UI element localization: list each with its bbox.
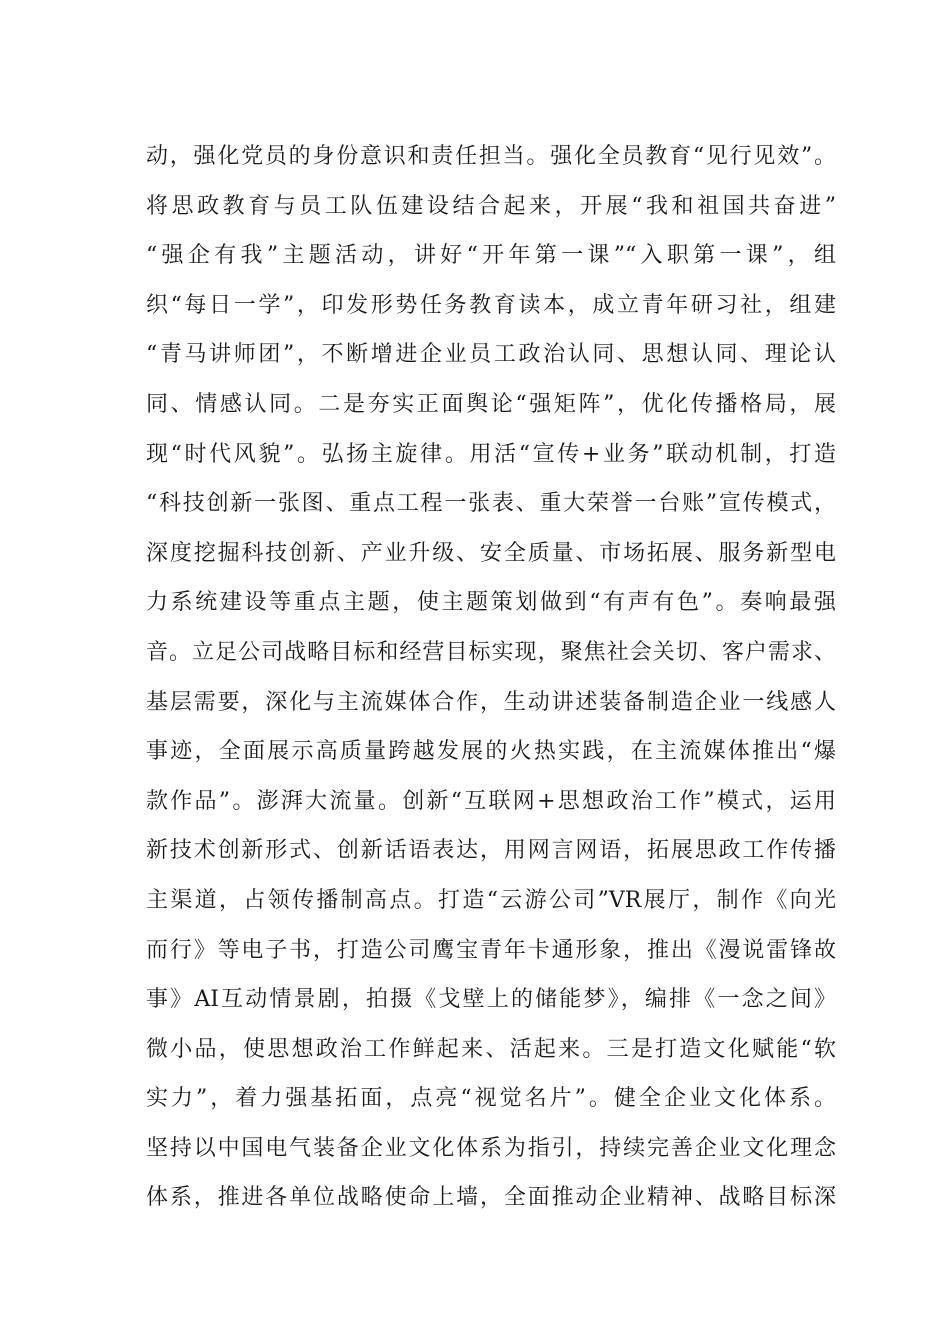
text-line: 事》AI互动情景剧，拍摄《戈壁上的储能梦》，编排《一念之间》 bbox=[146, 987, 836, 1013]
text-line: 实力”，着力强基拓面，点亮“视觉名片”。健全企业文化体系。 bbox=[146, 1086, 836, 1112]
text-line: 动，强化党员的身份意识和责任担当。强化全员教育“见行见效”。 bbox=[146, 144, 836, 169]
text-line: 新技术创新形式、创新话语表达，用网言网语，拓展思政工作传播 bbox=[146, 838, 836, 864]
text-line: 织“每日一学”，印发形势任务教育读本，成立青年研习社，组建 bbox=[146, 292, 836, 318]
text-line: 力系统建设等重点主题，使主题策划做到“有声有色”。奏响最强 bbox=[146, 590, 836, 616]
text-line: 现“时代风貌”。弘扬主旋律。用活“宣传+业务”联动机制，打造 bbox=[146, 441, 836, 467]
text-line: 而行》等电子书，打造公司鹰宝青年卡通形象，推出《漫说雷锋故 bbox=[146, 937, 836, 963]
text-line: 将思政教育与员工队伍建设结合起来，开展“我和祖国共奋进” bbox=[146, 193, 836, 219]
text-line: 体系，推进各单位战略使命上墙，全面推动企业精神、战略目标深 bbox=[146, 1185, 836, 1211]
text-line: 事迹，全面展示高质量跨越发展的火热实践，在主流媒体推出“爆 bbox=[146, 739, 836, 765]
text-line: 主渠道，占领传播制高点。打造“云游公司”VR展厅，制作《向光 bbox=[146, 887, 836, 913]
text-line: 音。立足公司战略目标和经营目标实现，聚焦社会关切、客户需求、 bbox=[146, 639, 836, 665]
text-line: 同、情感认同。二是夯实正面舆论“强矩阵”，优化传播格局，展 bbox=[146, 391, 836, 417]
text-line: 微小品，使思想政治工作鲜起来、活起来。三是打造文化赋能“软 bbox=[146, 1036, 836, 1062]
text-line: 基层需要，深化与主流媒体合作，生动讲述装备制造企业一线感人 bbox=[146, 689, 836, 715]
text-line: “强企有我”主题活动，讲好“开年第一课”“入职第一课”，组 bbox=[146, 243, 836, 269]
text-line: 款作品”。澎湃大流量。创新“互联网+思想政治工作”模式，运用 bbox=[146, 788, 836, 814]
body-text bbox=[146, 132, 836, 1223]
text-line: “青马讲师团”，不断增进企业员工政治认同、思想认同、理论认 bbox=[146, 342, 836, 368]
text-line: 深度挖掘科技创新、产业升级、安全质量、市场拓展、服务新型电 bbox=[146, 540, 836, 566]
text-line: 坚持以中国电气装备企业文化体系为指引，持续完善企业文化理念 bbox=[146, 1135, 836, 1161]
text-line: “科技创新一张图、重点工程一张表、重大荣誉一台账”宣传模式， bbox=[146, 491, 836, 517]
